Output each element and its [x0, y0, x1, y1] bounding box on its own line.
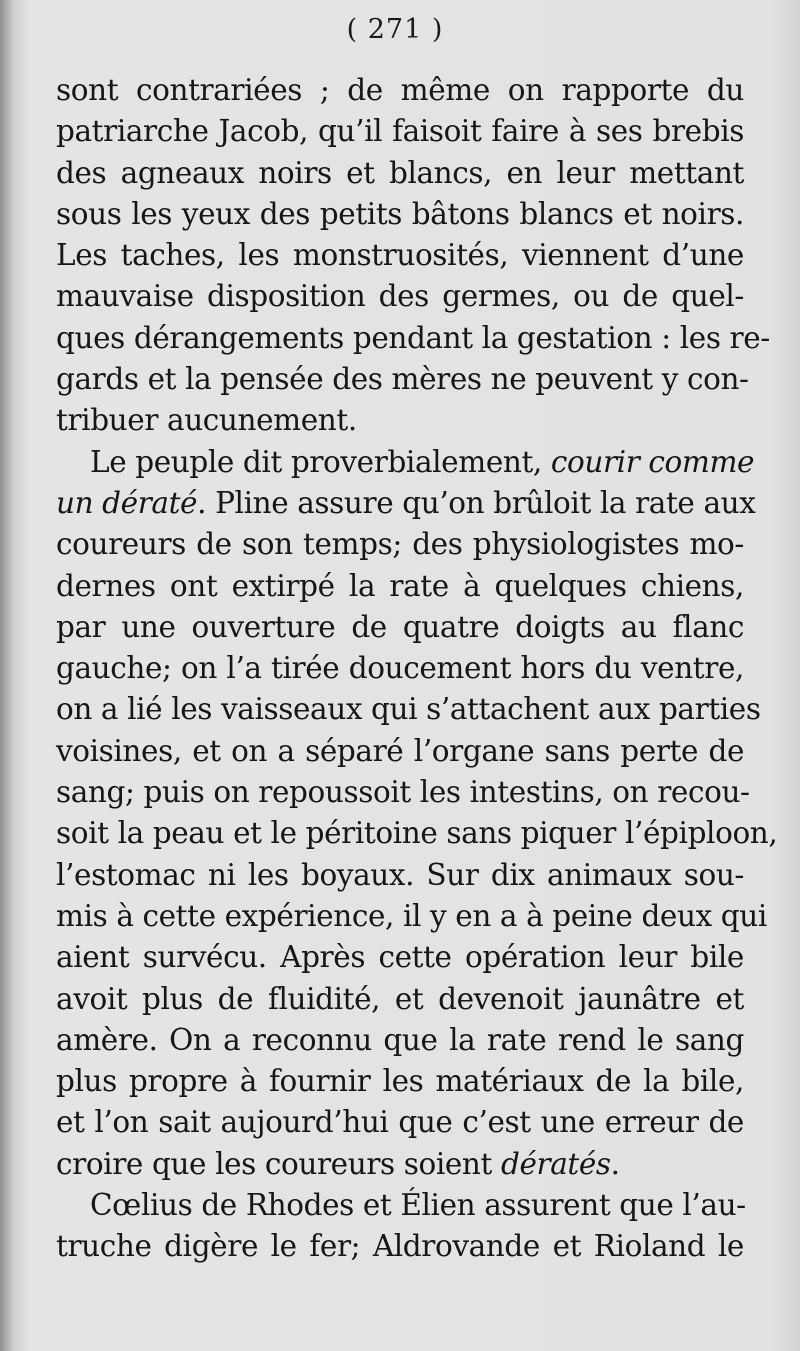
text-line: plus propre à fournir les matériaux de la bile, — [56, 1064, 744, 1099]
text-line: mis à cette expérience, il y en a à peine deux qui — [56, 898, 767, 933]
italic-phrase: un dératé — [56, 485, 198, 520]
text-line: sang; puis on repoussoit les intestins, on recou- — [56, 775, 750, 810]
text-line: sont contrariées ; de même on rapporte du — [56, 73, 744, 107]
text-line: des agneaux noirs et blancs, en leur mettant — [56, 155, 744, 190]
text-line: on a lié les vaisseaux qui s’attachent aux parties — [56, 692, 761, 727]
text-line: gards et la pensée des mères ne peuvent y con- — [56, 362, 749, 397]
text-line: patriarche Jacob, qu’il faisoit faire à ses brebis — [56, 114, 744, 149]
text-line — [56, 442, 755, 483]
text-line — [56, 483, 756, 524]
text-run: . Pline assure qu’on brûloit la rate aux — [197, 485, 756, 520]
page-body — [56, 70, 778, 1268]
paragraph-1 — [56, 70, 770, 442]
text-line: par une ouverture de quatre doigts au flanc — [56, 609, 744, 644]
text-line: soit la peau et le péritoine sans piquer l’épiploon, — [56, 816, 778, 851]
text-line: coureurs de son temps; des physiologistes mo- — [56, 527, 744, 562]
text-line: aient survécu. Après cette opération leur bile — [56, 940, 744, 975]
italic-phrase: dératés — [500, 1146, 611, 1181]
text-run: Le peuple dit proverbialement, — [90, 444, 551, 479]
italic-phrase: courir comme — [550, 444, 755, 479]
text-line: ques dérangements pendant la gestation : les re- — [56, 320, 770, 355]
page-number: ( 271 ) — [346, 14, 444, 45]
text-line: truche digère le fer; Aldrovande et Rioland le — [56, 1229, 744, 1264]
text-line: amère. On a reconnu que la rate rend le sang — [56, 1022, 744, 1057]
paragraph-3 — [56, 1185, 744, 1268]
text-line: voisines, et on a séparé l’organe sans perte de — [56, 733, 744, 768]
text-line: gauche; on l’a tirée doucement hors du ventre, — [56, 651, 744, 686]
text-line: avoit plus de fluidité, et devenoit jaunâtre et — [56, 981, 744, 1016]
text-run: croire que les coureurs soient — [56, 1146, 501, 1181]
text-run: . — [610, 1146, 620, 1181]
paragraph-2 — [56, 442, 778, 1185]
text-line: Les taches, les monstruosités, viennent d’une — [56, 238, 744, 273]
text-line: Cœlius de Rhodes et Élien assurent que l’au- — [90, 1188, 746, 1223]
text-line: sous les yeux des petits bâtons blancs et noirs. — [56, 196, 744, 231]
text-line — [56, 1144, 744, 1185]
text-line: l’estomac ni les boyaux. Sur dix animaux sou- — [56, 857, 744, 892]
text-line: tribuer aucunement. — [56, 403, 357, 438]
text-line: dernes ont extirpé la rate à quelques chiens, — [56, 568, 744, 603]
text-line: mauvaise disposition des germes, ou de quel- — [56, 279, 744, 314]
text-line: et l’on sait aujourd’hui que c’est une erreur de — [56, 1105, 744, 1140]
